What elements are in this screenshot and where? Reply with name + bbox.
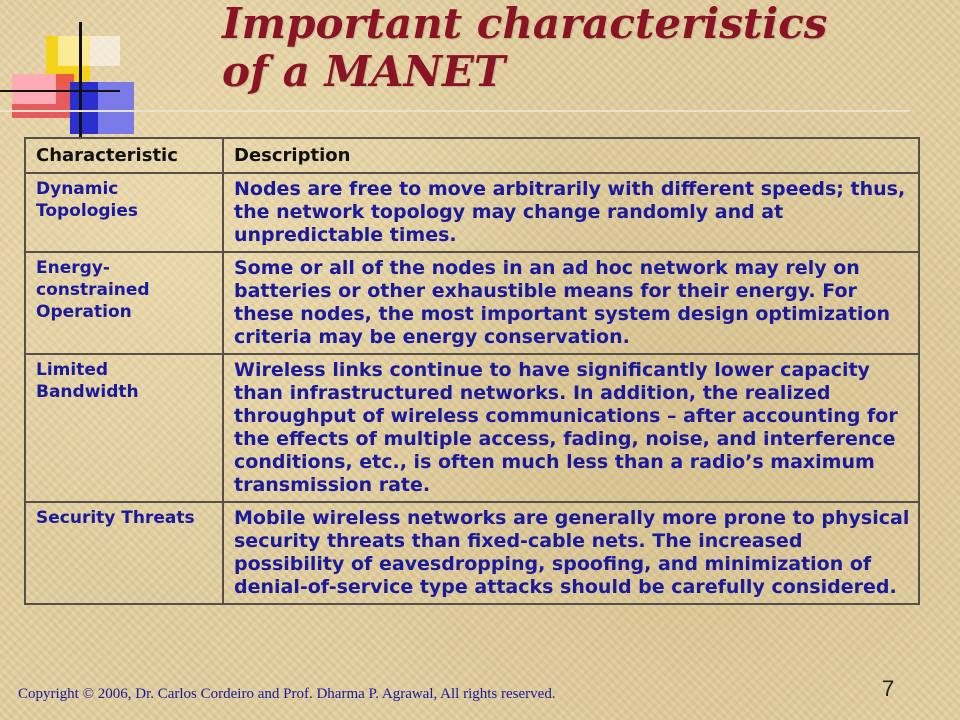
table-row bbox=[25, 252, 919, 354]
description-cell: Wireless links continue to have significantly lower capacity than infrastructured networks. In addition, the realized throughput of wireless communications – after accounting for the effects of multiple access, fading, noise, and interference conditions, etc., is often much less than a radio’s maximum transmission rate. bbox=[223, 354, 919, 502]
column-header-description: Description bbox=[223, 138, 919, 173]
characteristic-cell: Dynamic Topologies bbox=[25, 173, 223, 252]
characteristic-cell: Security Threats bbox=[25, 502, 223, 604]
characteristic-cell: Energy-constrained Operation bbox=[25, 252, 223, 354]
column-header-characteristic: Characteristic bbox=[25, 138, 223, 173]
page-number: 7 bbox=[882, 676, 895, 701]
characteristics-table bbox=[24, 137, 920, 605]
characteristic-cell: Limited Bandwidth bbox=[25, 354, 223, 502]
table-header-row bbox=[25, 138, 919, 173]
title-underline bbox=[0, 110, 910, 112]
description-cell: Some or all of the nodes in an ad hoc network may rely on batteries or other exhaustible means for their energy. For these nodes, the most important system design optimization criteria may be energy conservation. bbox=[223, 252, 919, 354]
table-row bbox=[25, 354, 919, 502]
description-cell: Mobile wireless networks are generally more prone to physical security threats than fixed-cable nets. The increased possibility of eavesdropping, spoofing, and minimization of denial-of-service type attacks should be carefully considered. bbox=[223, 502, 919, 604]
slide-title-line-1: Important characteristics bbox=[222, 0, 828, 48]
characteristics-table-container bbox=[24, 137, 920, 605]
copyright-notice: Copyright © 2006, Dr. Carlos Cordeiro and Prof. Dharma P. Agrawal, All rights reserved. bbox=[18, 686, 556, 702]
description-cell: Nodes are free to move arbitrarily with different speeds; thus, the network topology may change randomly and at unpredictable times. bbox=[223, 173, 919, 252]
table-row bbox=[25, 502, 919, 604]
slide-title-line-2: of a MANET bbox=[222, 47, 506, 96]
slide-title bbox=[222, 0, 827, 96]
table-row bbox=[25, 173, 919, 252]
